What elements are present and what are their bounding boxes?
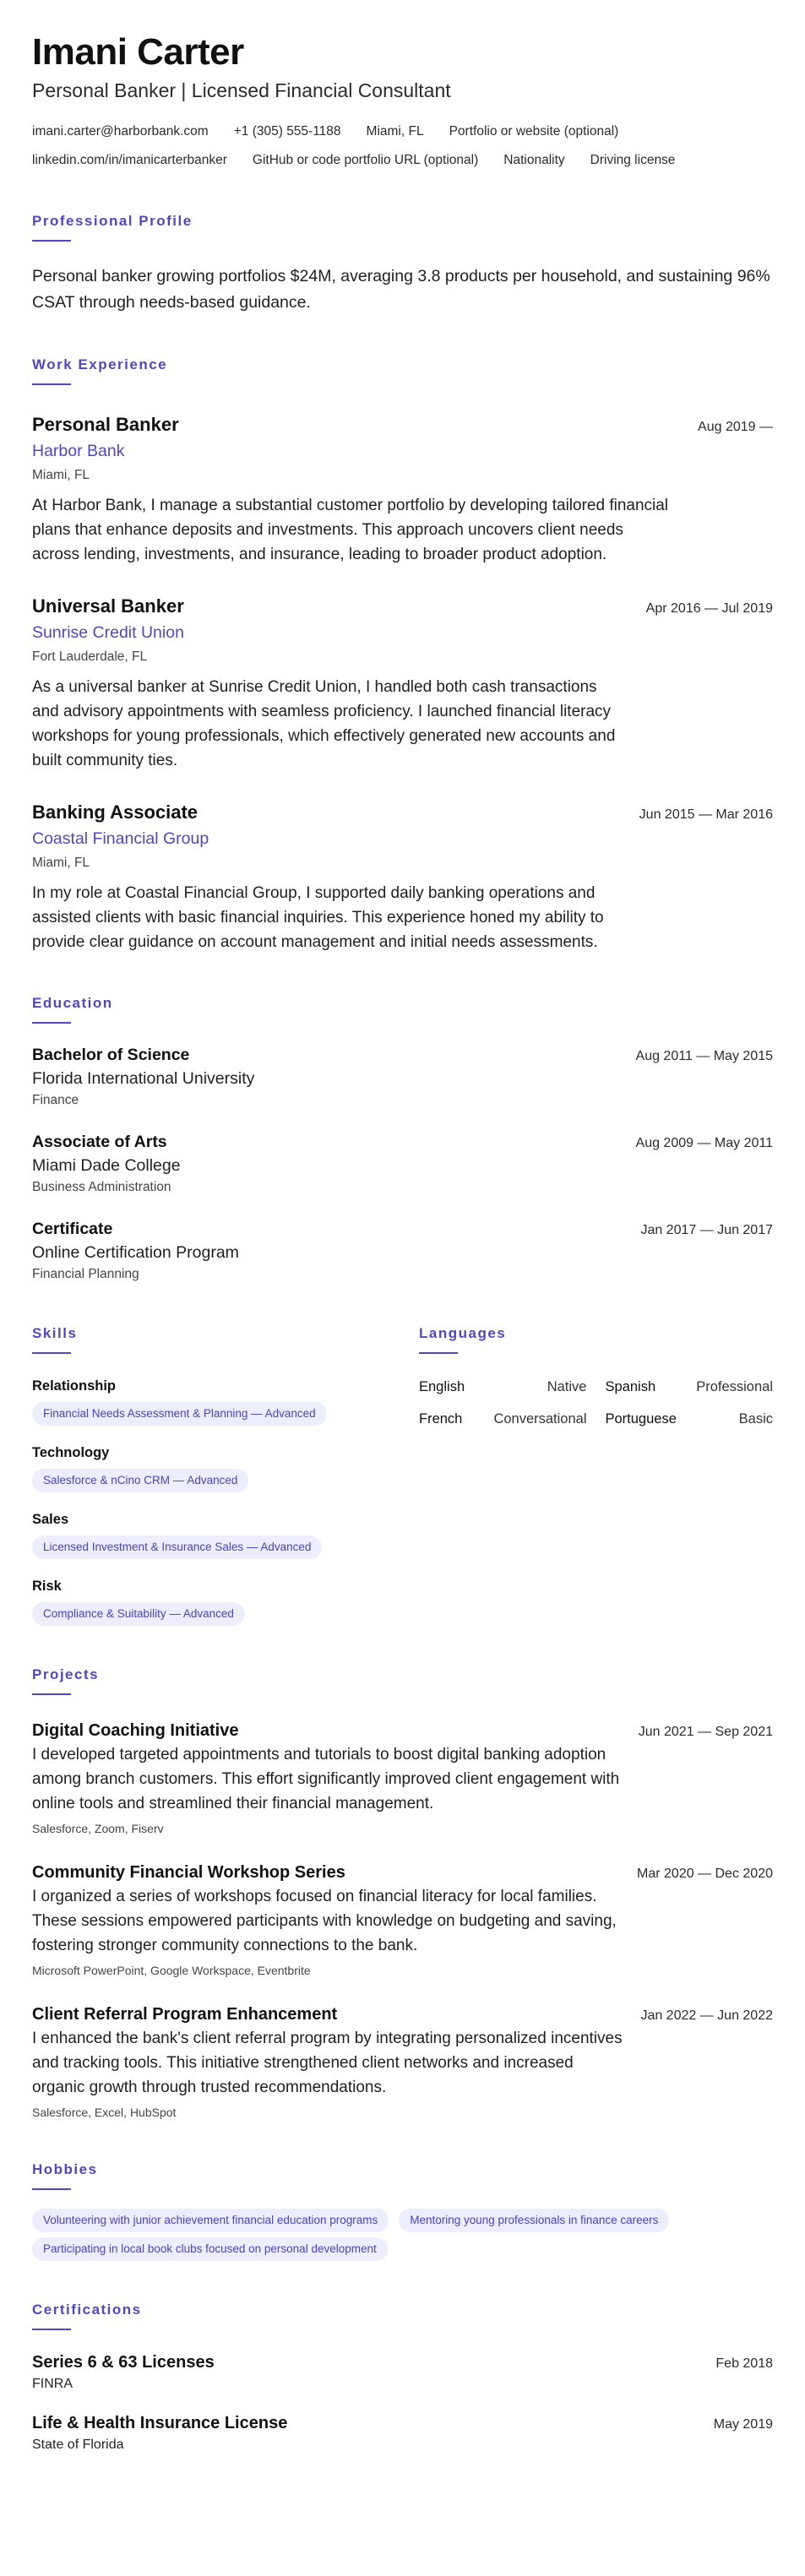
hobby-chip: Volunteering with junior achievement financial education programs xyxy=(32,2209,389,2232)
education-field: Finance xyxy=(32,1093,79,1107)
job-title: Banking Associate xyxy=(32,802,199,823)
language-item xyxy=(419,1376,587,1398)
certification-name: Series 6 & 63 Licenses xyxy=(32,2353,215,2372)
section-title: Languages xyxy=(419,1325,507,1341)
section-divider xyxy=(32,1693,71,1695)
job-location: Fort Lauderdale, FL xyxy=(32,649,148,664)
section-divider xyxy=(419,1352,458,1354)
certification-date: May 2019 xyxy=(713,2417,773,2432)
job-company: Coastal Financial Group xyxy=(32,829,209,848)
contact-nationality: Nationality xyxy=(503,153,565,167)
language-name: French xyxy=(419,1411,463,1427)
section-title: Hobbies xyxy=(32,2161,98,2177)
project-tech: Microsoft PowerPoint, Google Workspace, Eventbrite xyxy=(32,1964,311,1977)
job-title: Universal Banker xyxy=(32,595,184,617)
language-level: Basic xyxy=(738,1411,773,1427)
certification-date: Feb 2018 xyxy=(715,2356,773,2371)
job-company: Sunrise Credit Union xyxy=(32,623,184,642)
project-dates: Jan 2022 — Jun 2022 xyxy=(640,2008,773,2023)
education-dates: Jan 2017 — Jun 2017 xyxy=(640,1223,773,1237)
profile-section xyxy=(32,213,773,316)
skill-group xyxy=(32,1576,419,1626)
certification-entry xyxy=(32,2350,773,2394)
contact-info xyxy=(32,122,773,171)
education-field: Business Administration xyxy=(32,1180,171,1194)
projects-section xyxy=(32,1666,773,2121)
skills-languages-row xyxy=(32,1325,773,1626)
skill-category: Sales xyxy=(32,1512,69,1527)
candidate-name: Imani Carter xyxy=(32,31,244,73)
skill-chip: Financial Needs Assessment & Planning — Advanced xyxy=(32,1402,327,1426)
section-title: Work Experience xyxy=(32,356,168,372)
education-entry xyxy=(32,1218,773,1285)
skill-category: Relationship xyxy=(32,1378,117,1394)
education-section xyxy=(32,995,773,1285)
experience-section xyxy=(32,356,773,954)
project-title: Digital Coaching Initiative xyxy=(32,1721,239,1740)
language-item xyxy=(606,1376,774,1398)
job-entry xyxy=(32,594,773,773)
job-description: In my role at Coastal Financial Group, I supported daily banking operations and assisted clients with basic financial inquiries. This experience honed my ability to provide clear guidance on account management and initial needs assessments. xyxy=(32,884,604,951)
skills-section xyxy=(32,1325,419,1626)
candidate-headline: Personal Banker | Licensed Financial Consultant xyxy=(32,79,451,101)
hobbies-section xyxy=(32,2161,773,2261)
section-title: Projects xyxy=(32,1666,100,1682)
contact-portfolio[interactable]: Portfolio or website (optional) xyxy=(449,124,619,139)
profile-summary: Personal banker growing portfolios $24M, averaging 3.8 products per household, and sustaining 96% CSAT through needs-based guidance. xyxy=(32,267,770,312)
contact-email[interactable]: imani.carter@harborbank.com xyxy=(32,124,209,139)
section-title: Skills xyxy=(32,1325,78,1341)
resume-header xyxy=(32,30,773,171)
education-dates: Aug 2009 — May 2011 xyxy=(635,1136,773,1150)
job-company: Harbor Bank xyxy=(32,442,125,460)
job-dates: Jun 2015 — Mar 2016 xyxy=(639,807,773,822)
job-dates: Aug 2019 — xyxy=(698,420,773,434)
project-entry xyxy=(32,2003,773,2121)
language-name: English xyxy=(419,1379,465,1394)
job-title: Personal Banker xyxy=(32,414,179,435)
project-tech: Salesforce, Excel, HubSpot xyxy=(32,2106,177,2119)
education-degree: Associate of Arts xyxy=(32,1133,167,1151)
project-title: Community Financial Workshop Series xyxy=(32,1863,345,1882)
hobby-chip: Participating in local book clubs focused on personal development xyxy=(32,2237,388,2261)
education-entry xyxy=(32,1131,773,1198)
project-title: Client Referral Program Enhancement xyxy=(32,2005,338,2024)
education-field: Financial Planning xyxy=(32,1267,139,1281)
language-name: Spanish xyxy=(605,1379,656,1394)
contact-github[interactable]: GitHub or code portfolio URL (optional) xyxy=(252,153,479,167)
certifications-section xyxy=(32,2302,773,2455)
section-title: Professional Profile xyxy=(32,213,193,229)
language-level: Conversational xyxy=(493,1411,587,1427)
education-degree: Bachelor of Science xyxy=(32,1046,190,1064)
project-tech: Salesforce, Zoom, Fiserv xyxy=(32,1822,164,1835)
project-entry xyxy=(32,1719,773,1837)
contact-linkedin[interactable]: linkedin.com/in/imanicarterbanker xyxy=(32,153,227,167)
skill-category: Technology xyxy=(32,1445,110,1460)
section-divider xyxy=(32,2188,71,2190)
job-dates: Apr 2016 — Jul 2019 xyxy=(645,601,773,616)
project-dates: Jun 2021 — Sep 2021 xyxy=(638,1725,773,1739)
certification-issuer: FINRA xyxy=(32,2377,73,2391)
skill-group xyxy=(32,1376,419,1426)
skill-group xyxy=(32,1509,419,1559)
section-title: Education xyxy=(32,995,113,1011)
skill-chip: Salesforce & nCino CRM — Advanced xyxy=(32,1469,248,1492)
section-divider xyxy=(32,1022,71,1024)
job-description: As a universal banker at Sunrise Credit Union, I handled both cash transactions and advisory appointments with seamless proficiency. I launched financial literacy workshops for young professionals, which effectively generated new accounts and built community ties. xyxy=(32,678,616,769)
job-location: Miami, FL xyxy=(32,468,90,482)
project-description: I developed targeted appointments and tutorials to boost digital banking adoption among branch customers. This effort significantly improved client engagement with online tools and streamlined their financial management. xyxy=(32,1746,620,1812)
education-school: Online Certification Program xyxy=(32,1243,239,1262)
contact-driving-license: Driving license xyxy=(590,153,676,167)
project-dates: Mar 2020 — Dec 2020 xyxy=(637,1867,773,1881)
education-dates: Aug 2011 — May 2015 xyxy=(635,1049,773,1063)
language-level: Native xyxy=(547,1379,587,1394)
education-school: Florida International University xyxy=(32,1069,255,1088)
language-item xyxy=(606,1408,774,1430)
skill-group xyxy=(32,1443,419,1492)
skill-chip: Compliance & Suitability — Advanced xyxy=(32,1602,245,1626)
project-entry xyxy=(32,1861,773,1979)
contact-phone[interactable]: +1 (305) 555-1188 xyxy=(233,124,341,139)
certification-name: Life & Health Insurance License xyxy=(32,2414,288,2432)
skill-chip: Licensed Investment & Insurance Sales — Advanced xyxy=(32,1535,322,1559)
education-entry xyxy=(32,1044,773,1111)
languages-section xyxy=(419,1325,773,1626)
language-level: Professional xyxy=(696,1379,773,1394)
section-title: Certifications xyxy=(32,2302,142,2318)
job-entry xyxy=(32,800,773,954)
contact-location: Miami, FL xyxy=(366,124,424,139)
language-name: Portuguese xyxy=(605,1411,677,1427)
project-description: I organized a series of workshops focused on financial literacy for local families. These sessions empowered participants with knowledge on budgeting and saving, fostering stronger community connections to the bank. xyxy=(32,1888,617,1954)
hobby-chip: Mentoring young professionals in finance careers xyxy=(399,2209,669,2232)
hobbies-list xyxy=(32,2209,773,2261)
certification-issuer: State of Florida xyxy=(32,2437,124,2452)
section-divider xyxy=(32,2329,71,2330)
education-degree: Certificate xyxy=(32,1220,113,1238)
section-divider xyxy=(32,240,71,242)
job-description: At Harbor Bank, I manage a substantial customer portfolio by developing tailored financial plans that enhance deposits and investments. This approach uncovers client needs across lending, investments, and insurance, leading to broader product adoption. xyxy=(32,497,669,563)
section-divider xyxy=(32,383,71,385)
project-description: I enhanced the bank's client referral program by integrating personalized incentives and tracking tools. This initiative strengthened client networks and increased organic growth through trusted recommendations. xyxy=(32,2030,623,2096)
education-school: Miami Dade College xyxy=(32,1156,181,1175)
skill-category: Risk xyxy=(32,1579,62,1594)
job-location: Miami, FL xyxy=(32,856,90,870)
language-item xyxy=(419,1408,587,1430)
certification-entry xyxy=(32,2411,773,2455)
section-divider xyxy=(32,1352,71,1354)
job-entry xyxy=(32,412,773,567)
languages-grid xyxy=(419,1376,773,1430)
